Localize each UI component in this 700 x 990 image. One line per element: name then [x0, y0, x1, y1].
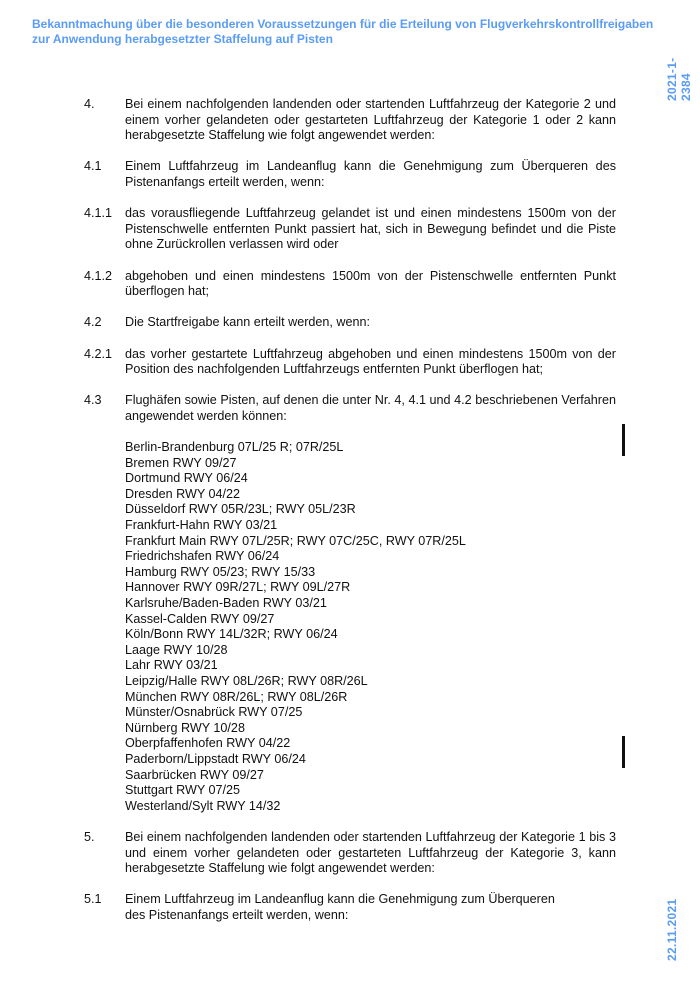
paragraph-text: abgehoben und einen mindestens 1500m von der Pistenschwelle entfernten Punkt überflogen hat; — [125, 268, 616, 299]
airport-item: Kassel-Calden RWY 09/27 — [125, 611, 275, 626]
paragraph-text: Bei einem nachfolgenden landenden oder startenden Luftfahrzeug der Kategorie 1 bis 3 und einem vorher gelandeten oder gestarteten Luftfahrzeug der Kategorie 3, kann herabgesetzte Staffelung wie folgt angewendet werden: — [125, 829, 616, 876]
document-number: 2021-1-2384 — [665, 57, 693, 101]
document-body — [84, 97, 616, 939]
airport-item: Friedrichshafen RWY 06/24 — [125, 549, 280, 564]
paragraph-number: 4.2.1 — [84, 346, 113, 361]
paragraph-text: Bei einem nachfolgenden landenden oder startenden Luftfahrzeug der Kategorie 2 und einem vorher gelandeten oder gestarteten Luftfahrzeug der Kategorie 1 oder 2 kann herabgesetzte Staffelung wie folgt angewendet werden: — [125, 97, 616, 143]
paragraph-number: 5. — [84, 829, 95, 844]
paragraph-4-2 — [84, 315, 616, 331]
paragraph-4-1-2 — [84, 269, 616, 300]
airport-item: Nürnberg RWY 10/28 — [125, 720, 245, 735]
airport-item: Frankfurt Main RWY 07L/25R; RWY 07C/25C, RWY 07R/25L — [125, 533, 466, 548]
paragraph-number: 5.1 — [84, 892, 102, 907]
document-title: Bekanntmachung über die besonderen Voraussetzungen für die Erteilung von Flugverkehrskontrollfreigaben zur Anwendung herabgesetzter Staffelung auf Pisten — [32, 17, 654, 46]
paragraph-4-3 — [84, 393, 616, 424]
airport-item: Leipzig/Halle RWY 08L/26R; RWY 08R/26L — [125, 673, 368, 688]
document-date: 22.11.2021 — [665, 898, 679, 961]
airport-item: Dresden RWY 04/22 — [125, 486, 241, 501]
paragraph-5 — [84, 830, 616, 877]
paragraph-text: Flughäfen sowie Pisten, auf denen die unter Nr. 4, 4.1 und 4.2 beschriebenen Verfahren angewendet werden können: — [125, 393, 616, 423]
airport-item: München RWY 08R/26L; RWY 08L/26R — [125, 689, 348, 704]
airport-item: Köln/Bonn RWY 14L/32R; RWY 06/24 — [125, 627, 338, 642]
paragraph-text: das vorher gestartete Luftfahrzeug abgehoben und einen mindestens 1500m von der Position des nachfolgenden Luftfahrzeugs entfernten Punkt überflogen hat; — [125, 346, 616, 377]
paragraph-number: 4. — [84, 97, 95, 111]
airport-item: Laage RWY 10/28 — [125, 642, 228, 657]
airport-list — [125, 440, 616, 814]
paragraph-text: das vorausfliegende Luftfahrzeug gelandet ist und einen mindestens 1500m von der Pistenschwelle entfernten Punkt passiert hat, sich in Bewegung befindet und die Piste ohne Zurückrollen verlassen wird oder — [125, 206, 616, 252]
airport-item: Paderborn/Lippstadt RWY 06/24 — [125, 751, 306, 766]
paragraph-number: 4.1.2 — [84, 268, 113, 283]
airport-item: Bremen RWY 09/27 — [125, 455, 237, 470]
paragraph-number: 4.2 — [84, 315, 102, 330]
paragraph-text: Einem Luftfahrzeug im Landeanflug kann die Genehmigung zum Überqueren des Pistenanfangs erteilt werden, wenn: — [125, 892, 555, 922]
paragraph-5-1 — [84, 892, 616, 923]
airport-item: Dortmund RWY 06/24 — [125, 471, 248, 486]
change-bar — [622, 424, 625, 456]
airport-item: Hamburg RWY 05/23; RWY 15/33 — [125, 564, 316, 579]
paragraph-text: Die Startfreigabe kann erteilt werden, wenn: — [125, 315, 371, 330]
paragraph-number: 4.3 — [84, 393, 102, 408]
airport-item: Stuttgart RWY 07/25 — [125, 783, 241, 798]
paragraph-number: 4.1.1 — [84, 206, 113, 221]
airport-item: Karlsruhe/Baden-Baden RWY 03/21 — [125, 596, 327, 610]
paragraph-text: Einem Luftfahrzeug im Landeanflug kann die Genehmigung zum Überqueren des Pistenanfangs erteilt werden, wenn: — [125, 159, 616, 189]
paragraph-4-1-1 — [84, 206, 616, 253]
airport-item: Saarbrücken RWY 09/27 — [125, 767, 264, 782]
airport-item: Oberpfaffenhofen RWY 04/22 — [125, 736, 291, 751]
paragraph-4 — [84, 97, 616, 144]
paragraph-4-1 — [84, 159, 616, 190]
airport-item: Düsseldorf RWY 05R/23L; RWY 05L/23R — [125, 502, 356, 517]
airport-item: Frankfurt-Hahn RWY 03/21 — [125, 518, 278, 533]
airport-item: Münster/Osnabrück RWY 07/25 — [125, 705, 303, 720]
paragraph-4-2-1 — [84, 347, 616, 378]
airport-item: Lahr RWY 03/21 — [125, 658, 218, 673]
airport-item: Westerland/Sylt RWY 14/32 — [125, 798, 281, 813]
airport-item: Berlin-Brandenburg 07L/25 R; 07R/25L — [125, 440, 344, 455]
change-bar — [622, 736, 625, 768]
paragraph-number: 4.1 — [84, 159, 102, 174]
airport-item: Hannover RWY 09R/27L; RWY 09L/27R — [125, 580, 351, 595]
